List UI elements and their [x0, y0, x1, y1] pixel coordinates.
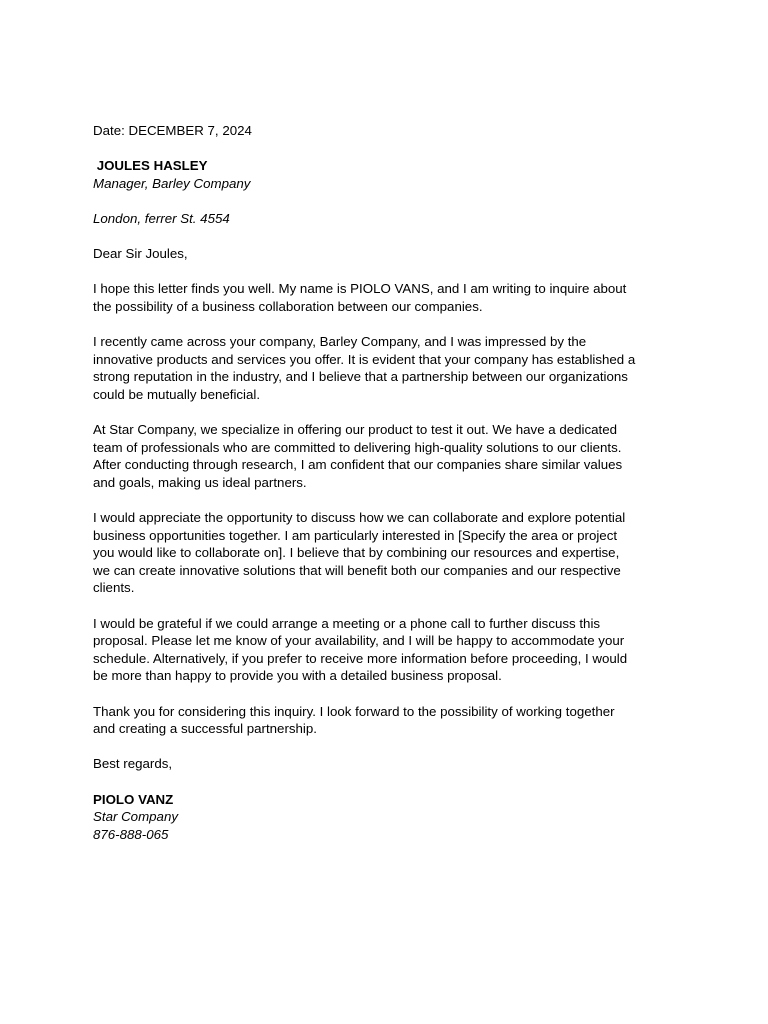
paragraph-line: team of professionals who are committed to delivering high-quality solutions to our clients.	[93, 439, 622, 455]
paragraph-line: you would like to collaborate on]. I believe that by combining our resources and expertise,	[93, 545, 620, 561]
sender-name: PIOLO VANZ	[93, 791, 174, 807]
paragraph-line: At Star Company, we specialize in offering our product to test it out. We have a dedicated	[93, 422, 618, 438]
spacer	[93, 228, 683, 246]
paragraph-line: and creating a successful partnership.	[93, 721, 317, 737]
body-paragraph-3	[93, 421, 683, 491]
paragraph-line: business opportunities together. I am particularly interested in [Specify the area or project	[93, 527, 618, 543]
paragraph-line: we can create innovative solutions that will benefit both our companies and our respective	[93, 562, 621, 578]
recipient-name: JOULES HASLEY	[93, 158, 208, 174]
body-paragraph-4	[93, 509, 683, 597]
paragraph-line: After conducting through research, I am confident that our companies share similar values	[93, 457, 623, 473]
paragraph-line: could be mutually beneficial.	[93, 386, 261, 402]
sender-company: Star Company	[93, 809, 178, 825]
spacer	[93, 192, 683, 210]
spacer	[93, 404, 683, 422]
paragraph-line: I recently came across your company, Barley Company, and I was impressed by the	[93, 334, 587, 350]
closing: Best regards,	[93, 756, 173, 772]
paragraph-line: strong reputation in the industry, and I believe that a partnership between our organizations	[93, 369, 628, 385]
paragraph-line: I hope this letter finds you well. My name is PIOLO VANS, and I am writing to inquire about	[93, 281, 627, 297]
spacer	[93, 738, 683, 756]
paragraph-line: I would be grateful if we could arrange a meeting or a phone call to further discuss this	[93, 615, 601, 631]
spacer	[93, 140, 683, 158]
spacer	[93, 263, 683, 281]
paragraph-line: be more than happy to provide you with a detailed business proposal.	[93, 668, 502, 684]
paragraph-line: and goals, making us ideal partners.	[93, 474, 307, 490]
paragraph-line: proposal. Please let me know of your availability, and I will be happy to accommodate your	[93, 633, 625, 649]
paragraph-line: the possibility of a business collaboration between our companies.	[93, 298, 483, 314]
spacer	[93, 491, 683, 509]
recipient-title: Manager, Barley Company	[93, 175, 251, 191]
paragraph-line: schedule. Alternatively, if you prefer to receive more information before proceeding, I would	[93, 650, 628, 666]
salutation: Dear Sir Joules,	[93, 246, 188, 262]
spacer	[93, 685, 683, 703]
spacer	[93, 773, 683, 791]
letter-date: Date: DECEMBER 7, 2024	[93, 123, 252, 138]
body-paragraph-6	[93, 703, 683, 738]
paragraph-line: clients.	[93, 580, 135, 596]
body-paragraph-2	[93, 333, 683, 403]
spacer	[93, 316, 683, 334]
letter-page	[93, 122, 683, 843]
paragraph-line: I would appreciate the opportunity to discuss how we can collaborate and explore potential	[93, 510, 626, 526]
body-paragraph-5	[93, 615, 683, 685]
sender-phone: 876-888-065	[93, 826, 169, 842]
paragraph-line: innovative products and services you offer. It is evident that your company has established a	[93, 351, 636, 367]
spacer	[93, 597, 683, 615]
paragraph-line: Thank you for considering this inquiry. I look forward to the possibility of working together	[93, 703, 615, 719]
body-paragraph-1	[93, 280, 683, 315]
recipient-address: London, ferrer St. 4554	[93, 210, 230, 226]
